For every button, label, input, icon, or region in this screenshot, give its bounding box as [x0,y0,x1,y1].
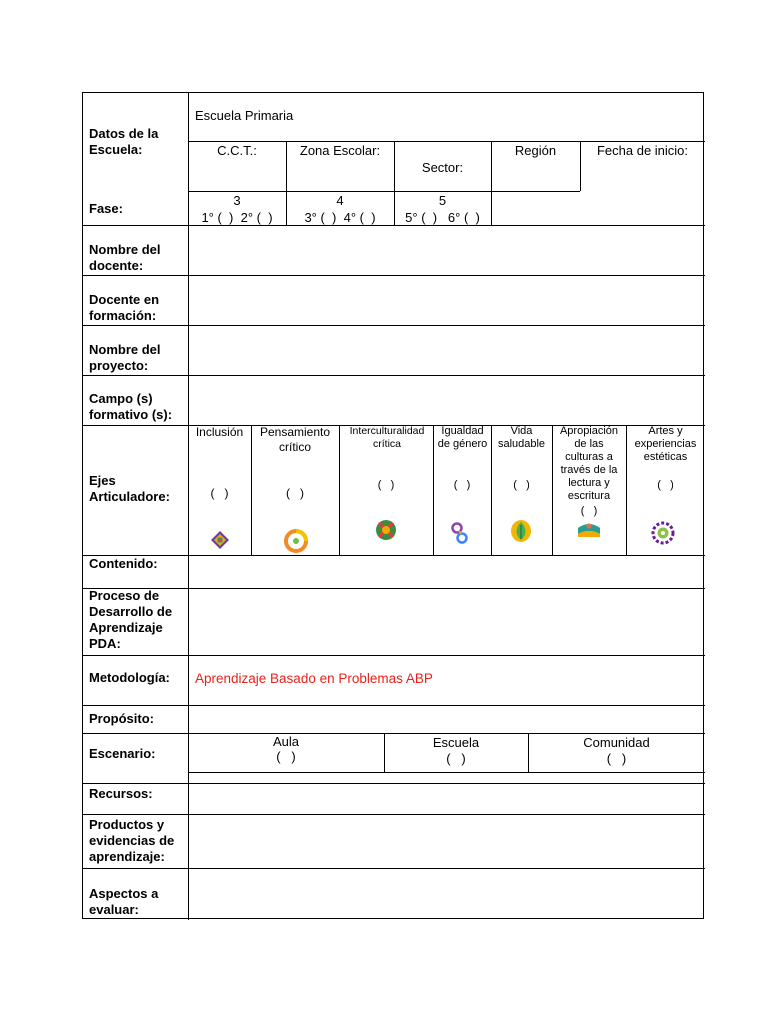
eje-vida-saludable-label: Vida saludable [497,425,546,450]
fase-5-grados: 5° ( ) 6° ( ) [405,210,480,225]
label-ejes-articuladores: Ejes Articuladore: [89,473,170,504]
escenario-comunidad-mark: ( ) [606,751,627,766]
metodologia-value: Aprendizaje Basado en Problemas ABP [195,671,433,686]
fecha-inicio-field: Fecha de inicio: [596,143,689,158]
eje-divider [552,425,553,555]
eje-apropiacion-mark: ( ) [580,505,598,517]
row-divider [83,325,705,326]
eje-inclusion-mark: ( ) [210,486,229,500]
eje-interculturalidad-mark: ( ) [377,479,395,491]
label-docente-formacion: Docente en formación: [89,292,160,323]
label-datos-escuela: Datos de la Escuela: [89,126,159,157]
apropiacion-culturas-icon [576,520,602,538]
row-divider [83,705,705,706]
label-contenido: Contenido: [89,556,158,571]
eje-artes-mark: ( ) [657,479,674,491]
fase-4-grados: 3° ( ) 4° ( ) [304,210,376,225]
eje-igualdad-label: Igualdad de género [437,425,488,450]
label-aspectos: Aspectos a evaluar: [89,886,159,917]
fase-5-number: 5 [438,193,447,208]
row-divider [83,655,705,656]
project-planning-form [82,92,704,919]
row-divider [83,868,705,869]
escenario-aula-label: Aula [272,734,300,749]
label-recursos: Recursos: [89,786,153,801]
interculturalidad-icon [375,519,397,541]
fase-4-number: 4 [336,193,344,208]
fase-3-number: 3 [233,193,241,208]
label-metodologia: Metodología: [89,670,170,685]
igualdad-genero-icon [450,521,470,547]
escenario-comunidad-label: Comunidad [583,735,650,750]
escenario-aula-mark: ( ) [276,749,296,764]
label-proposito: Propósito: [89,711,154,726]
eje-interculturalidad-label: Interculturalidad crítica [349,425,425,450]
eje-pensamiento-mark: ( ) [286,486,304,500]
eje-vida-saludable-mark: ( ) [513,479,530,491]
row-divider [83,783,705,784]
escenario-inner-divider [188,772,705,773]
label-fase: Fase: [89,201,123,216]
row-divider [83,375,705,376]
eje-inclusion-label: Inclusión [195,425,244,439]
eje-pensamiento-label: Pensamiento crítico [259,425,331,454]
pensamiento-critico-icon [284,529,308,553]
eje-apropiacion-label: Apropiación de las culturas a través de la lectura y escritura [559,425,619,502]
school-name: Escuela Primaria [195,108,294,123]
label-campo-formativo: Campo (s) formativo (s): [89,391,173,422]
label-escenario: Escenario: [89,746,156,761]
row-divider [83,275,705,276]
escenario-escuela-label: Escuela [432,735,480,750]
row-divider [83,733,705,734]
eje-igualdad-mark: ( ) [453,479,471,491]
region-field: Región [514,143,557,158]
label-nombre-docente: Nombre del docente: [89,242,161,273]
label-pda: Proceso de Desarrollo de Aprendizaje PDA: [89,588,173,651]
zona-escolar-field: Zona Escolar: [299,143,381,158]
cct-field: C.C.T.: [217,143,257,158]
artes-esteticas-icon [651,521,675,545]
row-divider [83,814,705,815]
vida-saludable-icon [509,517,533,543]
inclusion-icon [210,530,230,550]
label-productos: Productos y evidencias de aprendizaje: [89,817,175,864]
school-data-bottom [188,191,580,192]
escenario-escuela-mark: ( ) [446,751,466,766]
label-nombre-proyecto: Nombre del proyecto: [89,342,161,373]
eje-artes-label: Artes y experiencias estéticas [634,425,697,463]
school-name-divider [188,141,705,142]
sector-field: Sector: [421,160,464,175]
fase-3-grados: 1° ( ) 2° ( ) [201,210,273,225]
